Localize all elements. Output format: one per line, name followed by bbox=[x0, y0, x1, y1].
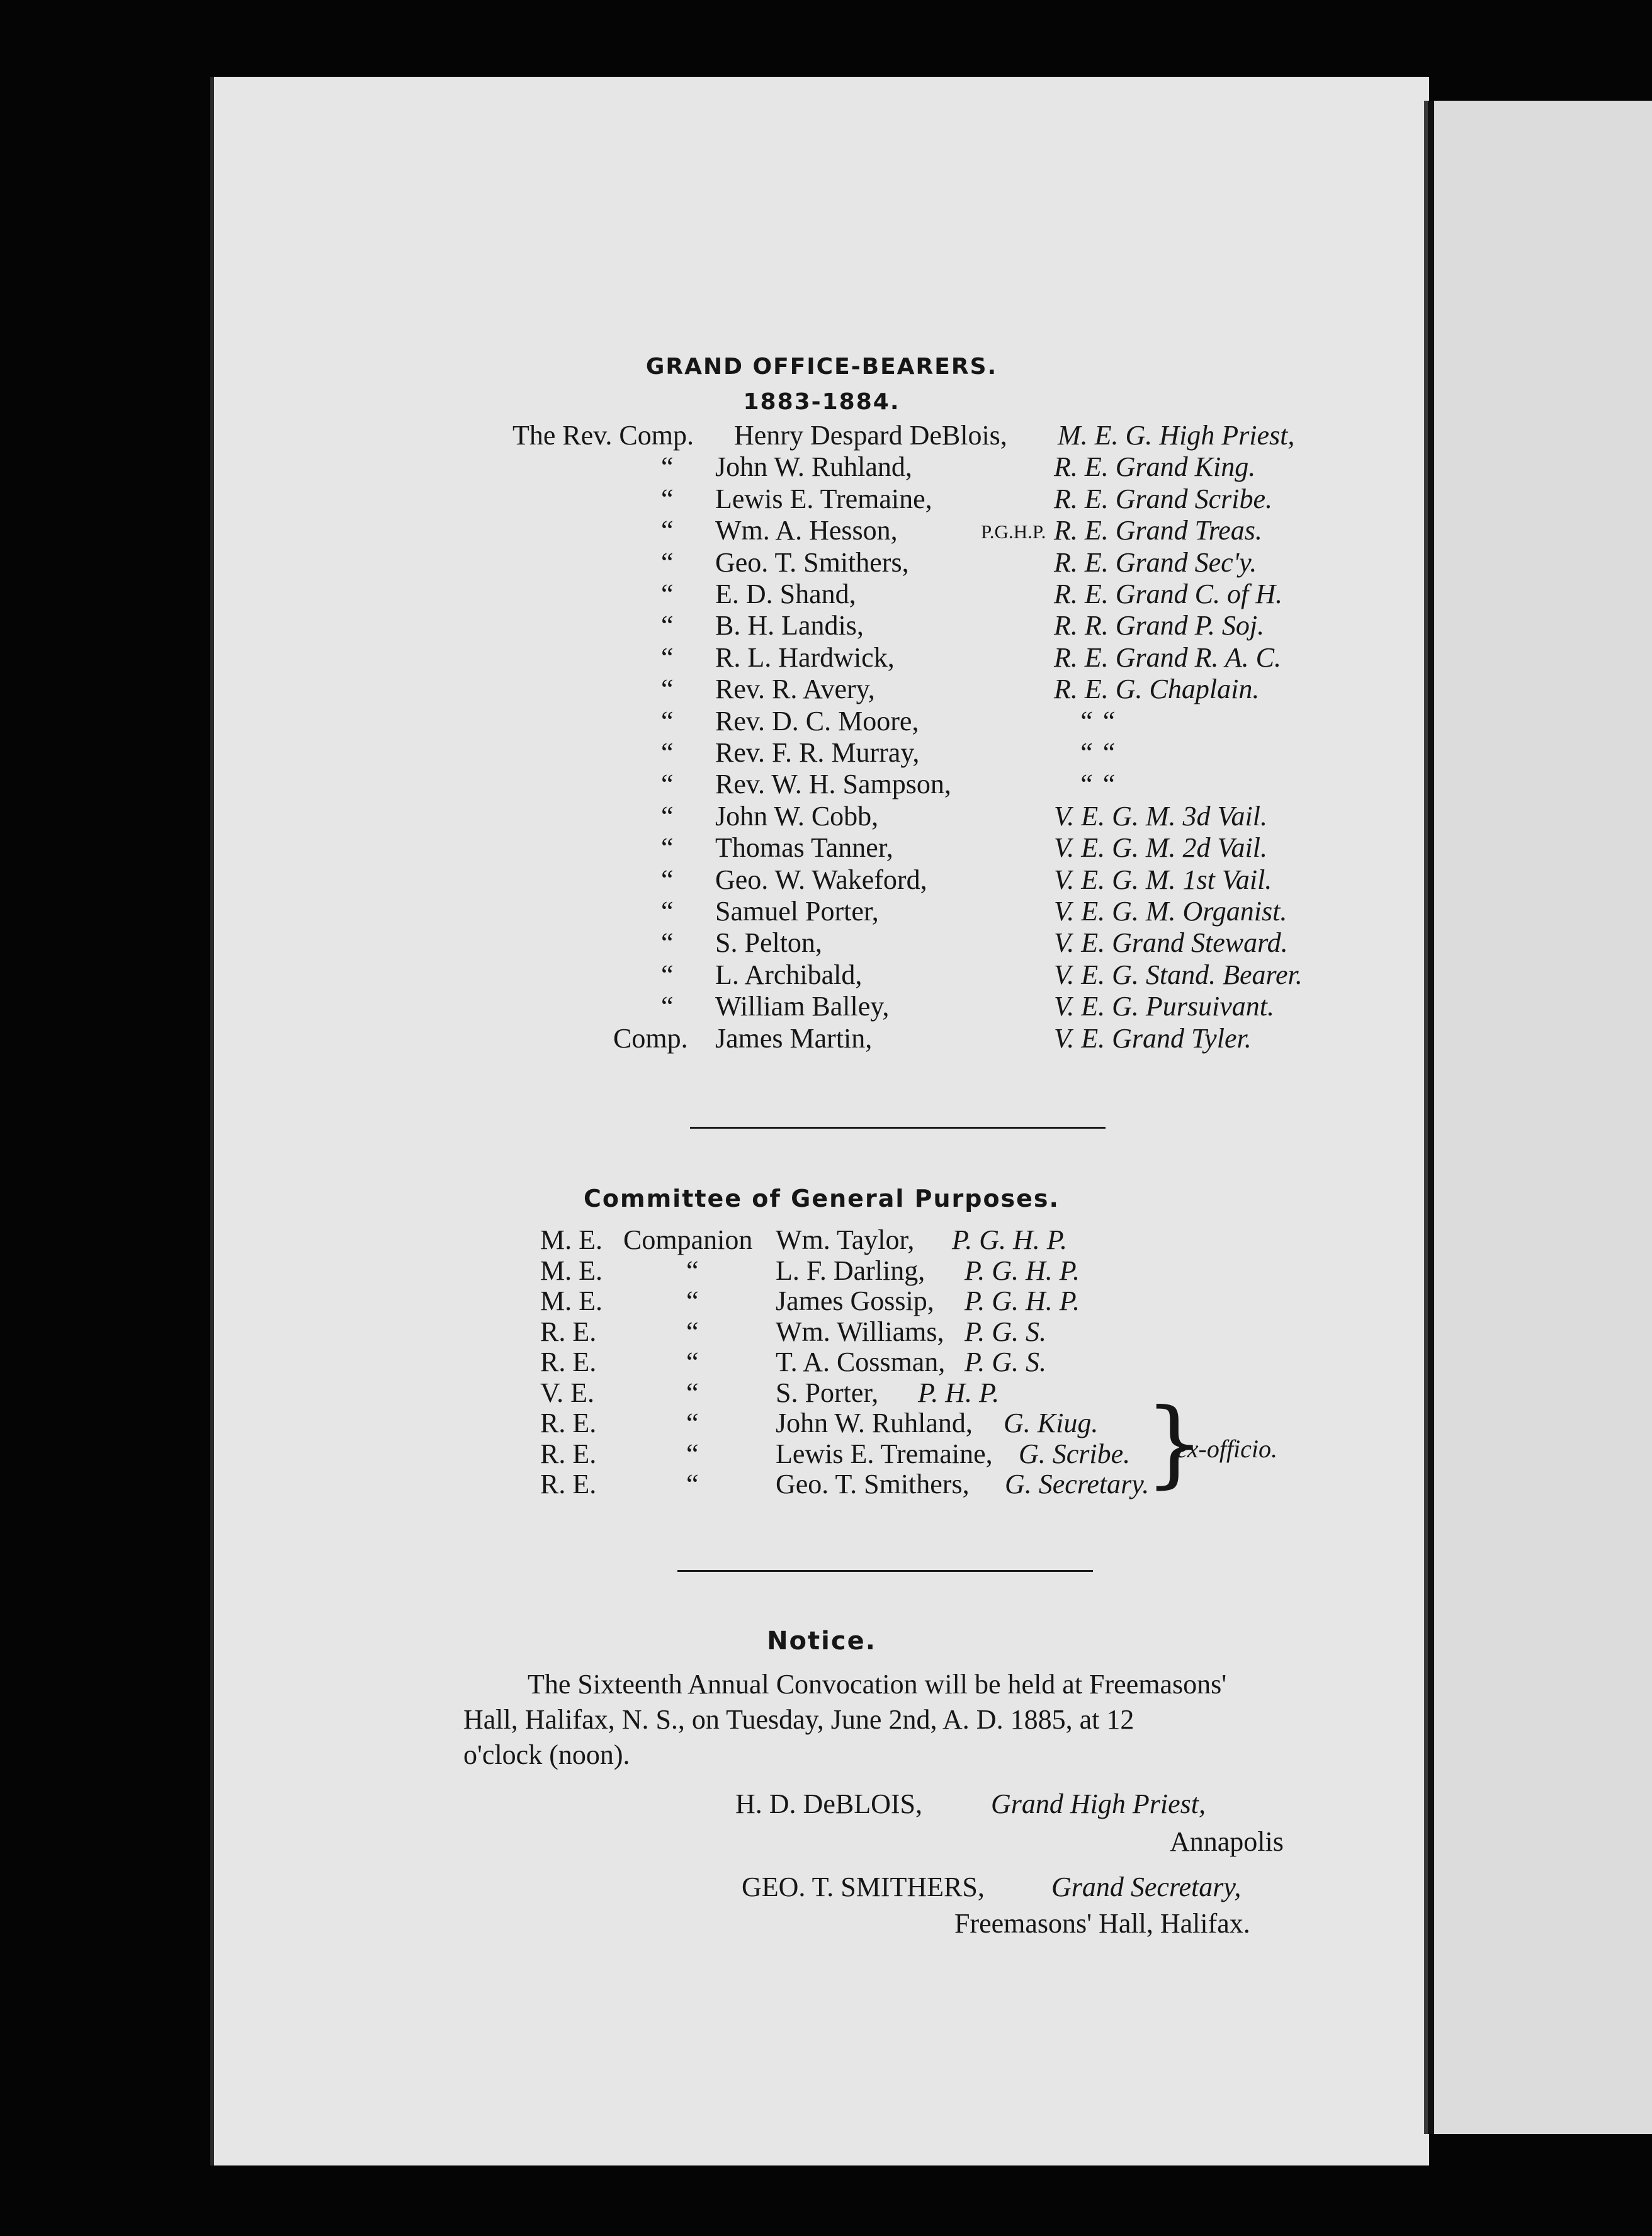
row-prefix: “ bbox=[661, 737, 674, 768]
years-heading: 1883-1884. bbox=[743, 389, 900, 415]
bearer-office: R. E. Grand Treas. bbox=[1054, 515, 1262, 546]
signature-2-place: Freemasons' Hall, Halifax. bbox=[954, 1908, 1250, 1939]
committee-member-name: S. Porter, bbox=[776, 1377, 879, 1408]
committee-member-name: Geo. T. Smithers, bbox=[776, 1469, 970, 1499]
bearer-office: “ “ bbox=[1078, 737, 1116, 768]
committee-title: “ bbox=[686, 1469, 699, 1499]
committee-rank: V. E. bbox=[540, 1377, 594, 1408]
committee-office: P. G. S. bbox=[965, 1347, 1046, 1377]
row-prefix: “ bbox=[661, 610, 674, 641]
divider bbox=[690, 1127, 1106, 1129]
bearer-office: V. E. G. M. 3d Vail. bbox=[1054, 800, 1267, 832]
committee-member-name: T. A. Cossman, bbox=[776, 1347, 946, 1377]
bearer-name: R. L. Hardwick, bbox=[715, 641, 895, 673]
signature-1-title: Grand High Priest, bbox=[991, 1788, 1206, 1819]
committee-rank: M. E. bbox=[540, 1255, 603, 1286]
bearer-office: V. E. G. Pursuivant. bbox=[1054, 991, 1274, 1022]
bearer-name: William Balley, bbox=[715, 991, 890, 1022]
bearer-office: R. E. Grand King. bbox=[1054, 451, 1256, 483]
bearer-name: Henry Despard DeBlois, bbox=[734, 420, 1007, 451]
row-prefix: “ bbox=[661, 515, 674, 546]
committee-rank: R. E. bbox=[540, 1438, 597, 1469]
committee-office: G. Kiug. bbox=[1004, 1408, 1099, 1438]
notice-line-1: The Sixteenth Annual Convocation will be held at Freemasons' bbox=[528, 1669, 1227, 1700]
bearer-name: Lewis E. Tremaine, bbox=[715, 483, 932, 514]
bearer-office: V. E. Grand Steward. bbox=[1054, 927, 1288, 959]
row-prefix: Comp. bbox=[613, 1022, 688, 1054]
bearer-name: Geo. W. Wakeford, bbox=[715, 864, 927, 895]
notice-line-2: Hall, Halifax, N. S., on Tuesday, June 2nd, A. D. 1885, at 12 bbox=[463, 1704, 1134, 1735]
notice-line-3: o'clock (noon). bbox=[463, 1739, 630, 1770]
committee-title: “ bbox=[686, 1316, 699, 1347]
committee-title: “ bbox=[686, 1377, 699, 1408]
bearer-name: Rev. W. H. Sampson, bbox=[715, 769, 951, 800]
committee-office: P. G. H. P. bbox=[952, 1224, 1067, 1255]
ex-officio-label: ex-officio. bbox=[1176, 1435, 1278, 1463]
committee-office: P. G. S. bbox=[965, 1316, 1046, 1347]
bearer-office: M. E. G. High Priest, bbox=[1058, 420, 1295, 451]
row-prefix: “ bbox=[661, 864, 674, 895]
committee-title: “ bbox=[686, 1408, 699, 1438]
committee-title: “ bbox=[686, 1347, 699, 1377]
committee-title: “ bbox=[686, 1285, 699, 1316]
bearer-honorific: P.G.H.P. bbox=[981, 521, 1046, 543]
adjacent-page-edge bbox=[1428, 101, 1652, 2134]
row-prefix: “ bbox=[661, 800, 674, 832]
signature-2-name: GEO. T. SMITHERS, bbox=[742, 1872, 985, 1902]
bearer-name: Wm. A. Hesson, bbox=[715, 515, 898, 546]
row-prefix: “ bbox=[661, 674, 674, 705]
bearer-office: V. E. G. M. Organist. bbox=[1054, 896, 1287, 927]
bearer-office: R. E. Grand Sec'y. bbox=[1054, 546, 1257, 578]
committee-rank: R. E. bbox=[540, 1347, 597, 1377]
committee-rank: M. E. bbox=[540, 1224, 603, 1255]
row-prefix: “ bbox=[661, 927, 674, 959]
bearer-name: John W. Cobb, bbox=[715, 800, 879, 832]
bearer-name: John W. Ruhland, bbox=[715, 451, 912, 483]
committee-member-name: James Gossip, bbox=[776, 1285, 934, 1316]
row-prefix: “ bbox=[661, 769, 674, 800]
committee-member-name: John W. Ruhland, bbox=[776, 1408, 973, 1438]
bearer-office: R. E. Grand C. of H. bbox=[1054, 579, 1282, 609]
bearer-name: James Martin, bbox=[715, 1022, 873, 1054]
bearer-name: B. H. Landis, bbox=[715, 610, 864, 641]
divider bbox=[677, 1570, 1093, 1572]
signature-1-name: H. D. DeBLOIS, bbox=[735, 1788, 922, 1819]
committee-member-name: Wm. Taylor, bbox=[776, 1224, 915, 1255]
bearer-office: V. E. G. Stand. Bearer. bbox=[1054, 959, 1303, 990]
section-heading-committee: Committee of General Purposes. bbox=[583, 1185, 1060, 1212]
committee-office: P. H. P. bbox=[918, 1377, 1000, 1408]
brace: } bbox=[1145, 1389, 1205, 1498]
bearer-name: Rev. D. C. Moore, bbox=[715, 705, 919, 737]
row-prefix: “ bbox=[661, 991, 674, 1022]
committee-office: G. Secretary. bbox=[1005, 1469, 1150, 1499]
document-page bbox=[210, 77, 1429, 2165]
committee-title: Companion bbox=[623, 1224, 753, 1255]
bearer-office: R. E. G. Chaplain. bbox=[1054, 674, 1260, 705]
bearer-name: S. Pelton, bbox=[715, 927, 822, 959]
committee-title: “ bbox=[686, 1255, 699, 1286]
bearer-office: “ “ bbox=[1078, 769, 1116, 800]
bearer-office: R. E. Grand R. A. C. bbox=[1054, 641, 1281, 673]
row-prefix: The Rev. Comp. bbox=[512, 420, 694, 451]
bearer-name: Rev. R. Avery, bbox=[715, 674, 875, 705]
row-prefix: “ bbox=[661, 579, 674, 609]
row-prefix: “ bbox=[661, 959, 674, 990]
section-heading-office-bearers: GRAND OFFICE-BEARERS. bbox=[645, 354, 998, 380]
committee-rank: R. E. bbox=[540, 1316, 597, 1347]
bearer-name: Thomas Tanner, bbox=[715, 832, 893, 864]
committee-office: P. G. H. P. bbox=[965, 1285, 1080, 1316]
committee-title: “ bbox=[686, 1438, 699, 1469]
bearer-name: L. Archibald, bbox=[715, 959, 863, 990]
committee-member-name: Wm. Williams, bbox=[776, 1316, 944, 1347]
row-prefix: “ bbox=[661, 641, 674, 673]
bearer-name: Rev. F. R. Murray, bbox=[715, 737, 920, 768]
signature-1-place: Annapolis bbox=[1170, 1826, 1284, 1857]
bearer-office: R. E. Grand Scribe. bbox=[1054, 483, 1273, 514]
row-prefix: “ bbox=[661, 896, 674, 927]
section-heading-notice: Notice. bbox=[767, 1627, 876, 1656]
row-prefix: “ bbox=[661, 832, 674, 864]
committee-member-name: Lewis E. Tremaine, bbox=[776, 1438, 993, 1469]
committee-rank: R. E. bbox=[540, 1469, 597, 1499]
bearer-office: V. E. Grand Tyler. bbox=[1054, 1022, 1252, 1054]
committee-member-name: L. F. Darling, bbox=[776, 1255, 925, 1286]
bearer-name: E. D. Shand, bbox=[715, 579, 856, 609]
row-prefix: “ bbox=[661, 483, 674, 514]
committee-rank: M. E. bbox=[540, 1285, 603, 1316]
bearer-name: Geo. T. Smithers, bbox=[715, 546, 909, 578]
row-prefix: “ bbox=[661, 451, 674, 483]
committee-office: P. G. H. P. bbox=[965, 1255, 1080, 1286]
bearer-office: R. R. Grand P. Soj. bbox=[1054, 610, 1265, 641]
bearer-name: Samuel Porter, bbox=[715, 896, 879, 927]
committee-office: G. Scribe. bbox=[1019, 1438, 1131, 1469]
row-prefix: “ bbox=[661, 546, 674, 578]
row-prefix: “ bbox=[661, 705, 674, 737]
bearer-office: “ “ bbox=[1078, 705, 1116, 737]
committee-rank: R. E. bbox=[540, 1408, 597, 1438]
signature-2-title: Grand Secretary, bbox=[1051, 1872, 1242, 1902]
bearer-office: V. E. G. M. 1st Vail. bbox=[1054, 864, 1272, 895]
bearer-office: V. E. G. M. 2d Vail. bbox=[1054, 832, 1267, 864]
